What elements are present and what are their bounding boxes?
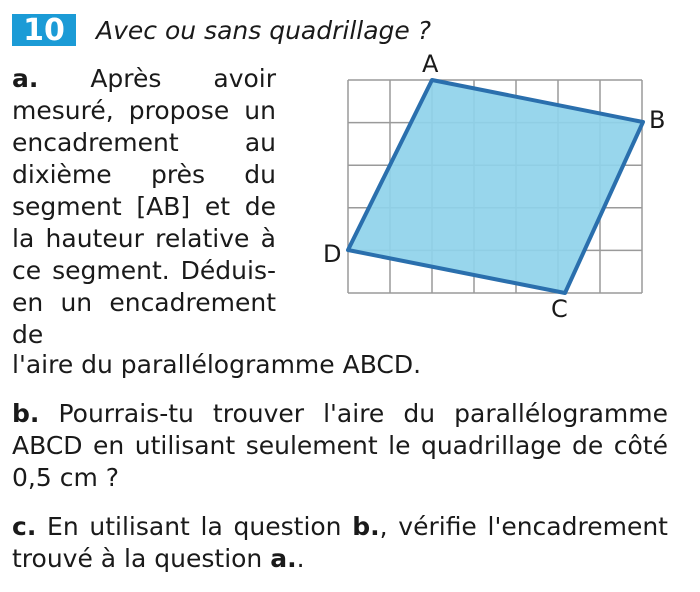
part-c-ref-a: a. — [270, 544, 297, 573]
exercise-header — [12, 14, 431, 46]
part-c-ref-b: b. — [352, 512, 380, 541]
part-c-body: En utilisant la question — [47, 512, 342, 541]
point-label-d: D — [323, 240, 342, 268]
part-c-text — [12, 511, 668, 575]
part-c-label: c. — [12, 512, 37, 541]
part-a-body: Après avoir mesuré, propose un encadrement au dixième près du segment [AB] et de la hauteur relative à ce segment. Déduis-en un encadrement de — [12, 64, 277, 349]
part-a-label: a. — [12, 64, 39, 93]
part-b-text — [12, 398, 668, 494]
part-b-label: b. — [12, 399, 40, 428]
part-b-body: Pourrais-tu trouver l'aire du parallélogramme ABCD en utilisant seulement le quadrillage de côté 0,5 cm ? — [12, 399, 668, 492]
part-a-last-line: l'aire du parallélogramme ABCD. — [12, 350, 422, 379]
part-c-body-2: , vérifie l'encadrement trouvé à la question — [12, 512, 668, 573]
exercise-title: Avec ou sans quadrillage ? — [96, 15, 432, 45]
exercise-number-badge: 10 — [12, 14, 76, 46]
part-a-text — [12, 63, 276, 351]
part-c-end: . — [296, 544, 305, 573]
point-label-c: C — [551, 295, 568, 323]
parallelogram-figure — [315, 50, 685, 330]
parallelogram-abcd — [348, 80, 643, 293]
point-label-a: A — [422, 50, 439, 78]
point-label-b: B — [649, 106, 666, 134]
